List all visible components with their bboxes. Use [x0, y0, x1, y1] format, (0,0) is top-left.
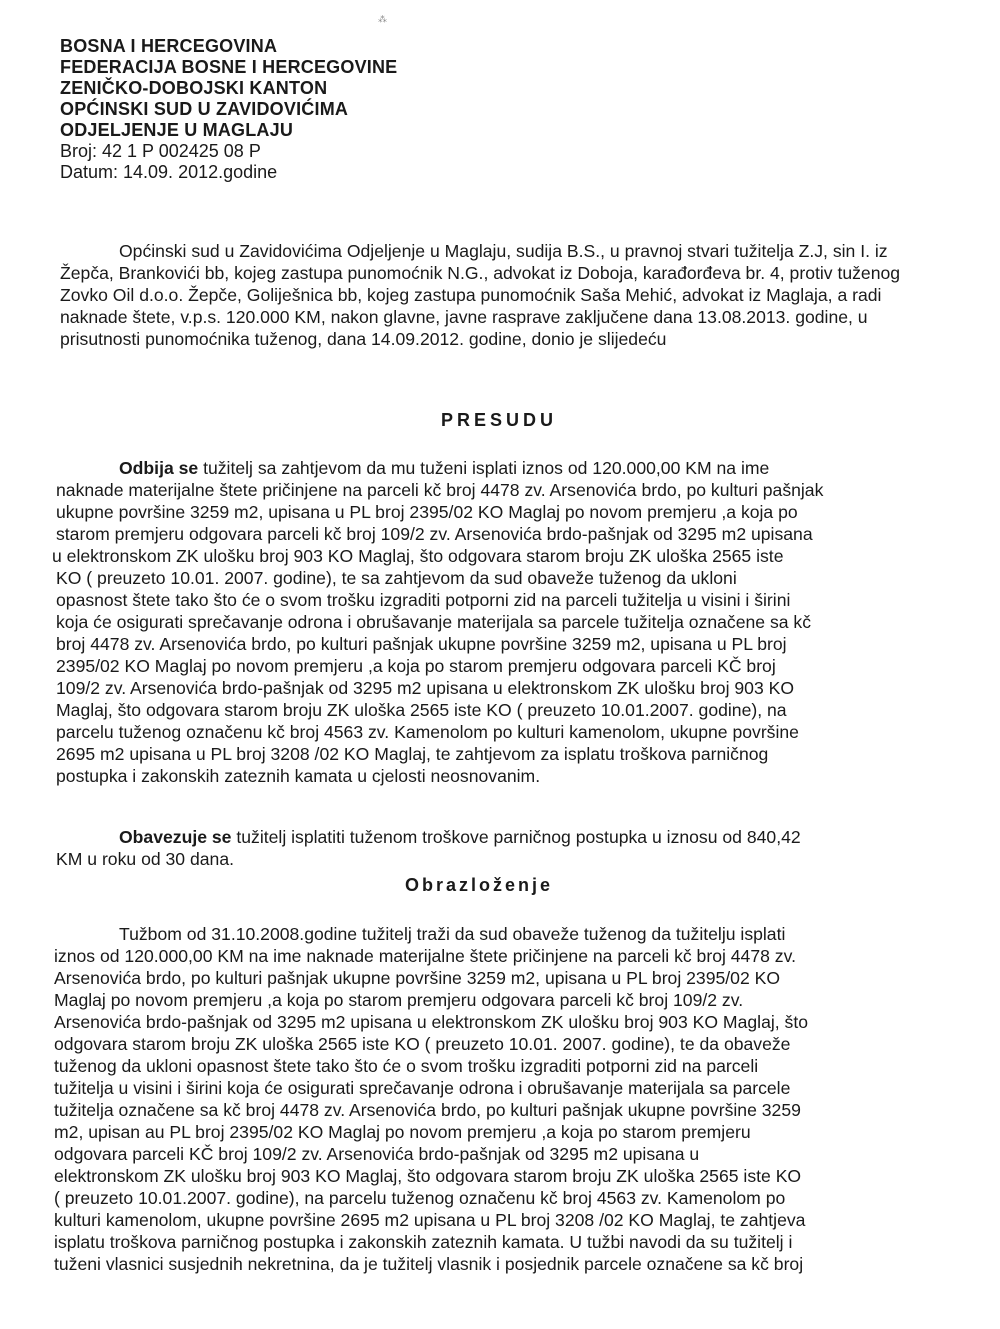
reasoning-line: Arsenovića brdo-pašnjak od 3295 m2 upisana u elektronskom ZK ulošku broj 903 KO Maglaj, što — [54, 1012, 809, 1032]
costs-line: KM u roku od 30 dana. — [56, 849, 235, 869]
verdict-line: ukupne površine 3259 m2, upisana u PL broj 2395/02 KO Maglaj po novom premjeru ,a koja po — [56, 502, 798, 522]
reasoning-line: tužitelja označene sa kč broj 4478 zv. Arsenovića brdo, po kulturi pašnjak ukupne površine 3259 — [54, 1100, 801, 1120]
reasoning-line: kulturi kamenolom, ukupne površine 2695 m2 upisana u PL broj 3208 /02 KO Maglaj, te zahtjeva — [54, 1210, 806, 1230]
reasoning-line: iznos od 120.000,00 KM na ime naknade materijalne štete pričinjene na parceli kč broj 4478 zv. — [54, 946, 796, 966]
costs-first-rest: tužitelj isplatiti tuženom troškove parničnog postupka u iznosu od 840,42 — [231, 827, 801, 847]
reasoning-line: ( preuzeto 10.01.2007. godine), na parcelu tuženog označenu kč broj 4563 zv. Kamenolom po — [54, 1188, 786, 1208]
verdict-line: parcelu tuženog označenu kč broj 4563 zv. Kamenolom po kulturi kamenolom, ukupne površine — [56, 722, 799, 742]
verdict-line: starom premjeru odgovara parceli kč broj 109/2 zv. Arsenovića brdo-pašnjak od 3295 m2 upisana — [56, 524, 813, 544]
scan-speck: ⁂ — [378, 14, 387, 24]
reasoning-line: Maglaj po novom premjeru ,a koja po starom premjeru odgovara parceli kč broj 109/2 zv. — [54, 990, 744, 1010]
reasoning-line: elektronskom ZK ulošku broj 903 KO Maglaj, što odgovara starom broju ZK uloška 2565 iste KO — [54, 1166, 802, 1186]
reasoning-line: tuženog da ukloni opasnost štete tako što će o svom trošku izgraditi potporni zid na parceli — [54, 1056, 759, 1076]
header-line: BOSNA I HERCEGOVINA — [60, 36, 278, 56]
intro-line: naknade štete, v.p.s. 120.000 KM, nakon glavne, javne rasprave zaključene dana 13.08.2013. godine, u — [60, 307, 868, 327]
verdict-line: 109/2 zv. Arsenovića brdo-pašnjak od 3295 m2 upisana u elektronskom ZK ulošku broj 903 KO — [56, 678, 795, 698]
reasoning-line: odgovara starom broju ZK uloška 2565 iste KO ( preuzeto 10.01. 2007. godine), te da obaveže — [54, 1034, 791, 1054]
intro-line: Općinski sud u Zavidovićima Odjeljenje u Maglaju, sudija B.S., u pravnoj stvari tužitelja Z.J, sin I. iz — [119, 241, 888, 261]
verdict-line: 2695 m2 upisana u PL broj 3208 /02 KO Maglaj, te zahtjevom za isplatu troškova parničnog — [56, 744, 769, 764]
reasoning-line: tužitelja u visini i širini koja će osigurati sprečavanje odrona i obrušavanje materijala sa parcele — [54, 1078, 791, 1098]
verdict-lead: Odbija se — [119, 458, 199, 478]
verdict-line: broj 4478 zv. Arsenovića brdo, po kulturi pašnjak ukupne površine 3259 m2, upisana u PL broj — [56, 634, 787, 654]
verdict-line: u elektronskom ZK ulošku broj 903 KO Maglaj, što odgovara starom broju ZK uloška 2565 iste — [52, 546, 784, 566]
case-date: Datum: 14.09. 2012.godine — [60, 162, 278, 182]
reasoning-line: tuženi vlasnici susjednih nekretnina, da je tužitelj vlasnik i posjednik parcele označene sa kč broj — [54, 1254, 804, 1274]
verdict-line: KO ( preuzeto 10.01. 2007. godine), te sa zahtjevom da sud obaveže tuženog da ukloni — [56, 568, 737, 588]
verdict-title: PRESUDU — [441, 410, 558, 430]
costs-first-line — [119, 827, 801, 848]
header-line: ODJELJENJE U MAGLAJU — [60, 120, 294, 140]
intro-line: Zovko Oil d.o.o. Žepče, Goliješnica bb, kojeg zastupa punomoćnik Saša Mehić, advokat iz Maglaja, a radi — [60, 285, 882, 305]
verdict-line: naknade materijalne štete pričinjene na parceli kč broj 4478 zv. Arsenovića brdo, po kulturi pašnjak — [56, 480, 824, 500]
verdict-first-line — [119, 458, 769, 479]
verdict-line: Maglaj, što odgovara starom broju ZK uloška 2565 iste KO ( preuzeto 10.01.2007. godine), na — [56, 700, 787, 720]
court-header — [60, 36, 397, 183]
reasoning-line: Tužbom od 31.10.2008.godine tužitelj traži da sud obaveže tuženog da tužitelju isplati — [119, 924, 786, 944]
reasoning-line: m2, upisan au PL broj 2395/02 KO Maglaj po novom premjeru ,a koja po starom premjeru — [54, 1122, 751, 1142]
reasoning-line: isplatu troškova parničnog postupka i zakonskih zateznih kamata. U tužbi navodi da su tužitelj i — [54, 1232, 793, 1252]
verdict-line: koja će osigurati sprečavanje odrona i obrušavanje materijala sa parcele tužitelja označene sa kč — [56, 612, 812, 632]
intro-line: prisutnosti punomoćnika tuženog, dana 14.09.2012. godine, donio je slijedeću — [60, 329, 667, 349]
reasoning-line: odgovara parceli KČ broj 109/2 zv. Arsenovića brdo-pašnjak od 3295 m2 upisana u — [54, 1144, 700, 1164]
case-number: Broj: 42 1 P 002425 08 P — [60, 141, 261, 161]
reasoning-line: Arsenovića brdo, po kulturi pašnjak ukupne površine 3259 m2, upisana u PL broj 2395/02 KO — [54, 968, 781, 988]
verdict-line: postupka i zakonskih zateznih kamata u cjelosti neosnovanim. — [56, 766, 541, 786]
verdict-first-rest: tužitelj sa zahtjevom da mu tuženi isplati iznos od 120.000,00 KM na ime — [198, 458, 770, 478]
reasoning-title: Obrazloženje — [405, 875, 554, 895]
verdict-line: 2395/02 KO Maglaj po novom premjeru ,a koja po starom premjeru odgovara parceli KČ broj — [56, 656, 776, 676]
verdict-line: opasnost štete tako što će o svom trošku izgraditi potporni zid na parceli tužitelja u visini i širini — [56, 590, 791, 610]
header-line: ZENIČKO-DOBOJSKI KANTON — [60, 78, 328, 98]
header-line: OPĆINSKI SUD U ZAVIDOVIĆIMA — [60, 99, 349, 119]
costs-lead: Obavezuje se — [119, 827, 232, 847]
intro-line: Žepča, Brankovići bb, kojeg zastupa punomoćnik N.G., advokat iz Doboja, karađorđeva br. 4, protiv tuženog — [60, 263, 901, 283]
header-line: FEDERACIJA BOSNE I HERCEGOVINE — [60, 57, 398, 77]
